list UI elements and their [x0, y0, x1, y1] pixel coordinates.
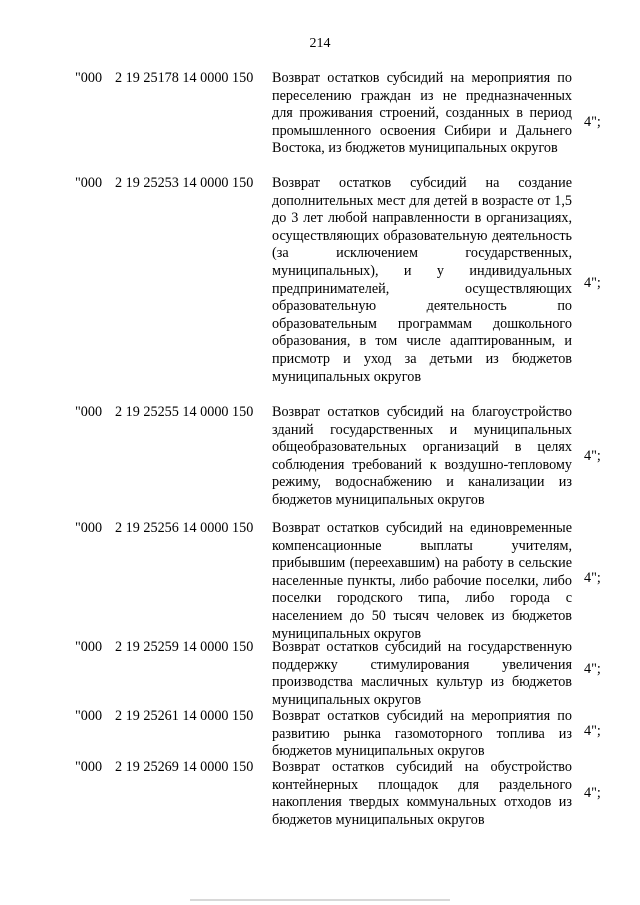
row-prefix: "000 — [75, 708, 103, 724]
budget-code: 2 19 25261 14 0000 150 — [115, 708, 254, 724]
budget-code: 2 19 25256 14 0000 150 — [115, 520, 254, 536]
row-suffix: 4"; — [584, 785, 601, 801]
row-prefix: "000 — [75, 639, 103, 655]
budget-code: 2 19 25259 14 0000 150 — [115, 639, 254, 655]
budget-code: 2 19 25178 14 0000 150 — [115, 70, 254, 86]
budget-code: 2 19 25255 14 0000 150 — [115, 404, 254, 420]
row-description: Возврат остатков субсидий на мероприятия по развитию рынка газомоторного топлива из бюджетов муниципальных округов — [272, 708, 572, 760]
row-prefix: "000 — [75, 70, 103, 86]
row-description: Возврат остатков субсидий на создание дополнительных мест для детей в возрасте от 1,5 до 3 лет любой направленности в организациях, осуществляющих образовательную деятельность (за исключением государственных, муниципальных), и у индивидуальных предпринимателей, осуществляющих образовательную деятельность по образовательным программам дошкольного образования, в том числе адаптированным, и присмотр и уход за детьми из бюджетов муниципальных округов — [272, 175, 572, 385]
row-description: Возврат остатков субсидий на обустройство контейнерных площадок для раздельного накопления твердых коммунальных отходов из бюджетов муниципальных округов — [272, 759, 572, 828]
row-prefix: "000 — [75, 520, 103, 536]
row-description: Возврат остатков субсидий на мероприятия по переселению граждан из не предназначенных для проживания строений, созданных в период промышленного освоения Сибири и Дальнего Востока, из бюджетов муниципальных округов — [272, 70, 572, 157]
row-suffix: 4"; — [584, 570, 601, 586]
row-suffix: 4"; — [584, 275, 601, 291]
row-suffix: 4"; — [584, 448, 601, 464]
row-prefix: "000 — [75, 175, 103, 191]
row-suffix: 4"; — [584, 661, 601, 677]
row-prefix: "000 — [75, 759, 103, 775]
budget-code: 2 19 25253 14 0000 150 — [115, 175, 254, 191]
row-description: Возврат остатков субсидий на единовременные компенсационные выплаты учителям, прибывшим (переехавшим) на работу в сельские населенные пункты, либо рабочие поселки, либо поселки городского типа, либо города с населением до 50 тысяч человек из бюджетов муниципальных округов — [272, 520, 572, 642]
row-description: Возврат остатков субсидий на государственную поддержку стимулирования увеличения производства масличных культур из бюджетов муниципальных округов — [272, 639, 572, 708]
row-suffix: 4"; — [584, 723, 601, 739]
row-prefix: "000 — [75, 404, 103, 420]
budget-code: 2 19 25269 14 0000 150 — [115, 759, 254, 775]
scan-edge-line — [190, 899, 450, 901]
row-suffix: 4"; — [584, 114, 601, 130]
page-number: 214 — [309, 36, 331, 51]
row-description: Возврат остатков субсидий на благоустройство зданий государственных и муниципальных общеобразовательных организаций в целях соблюдения требований к воздушно-тепловому режиму, водоснабжению и канализации из бюджетов муниципальных округов — [272, 404, 572, 508]
